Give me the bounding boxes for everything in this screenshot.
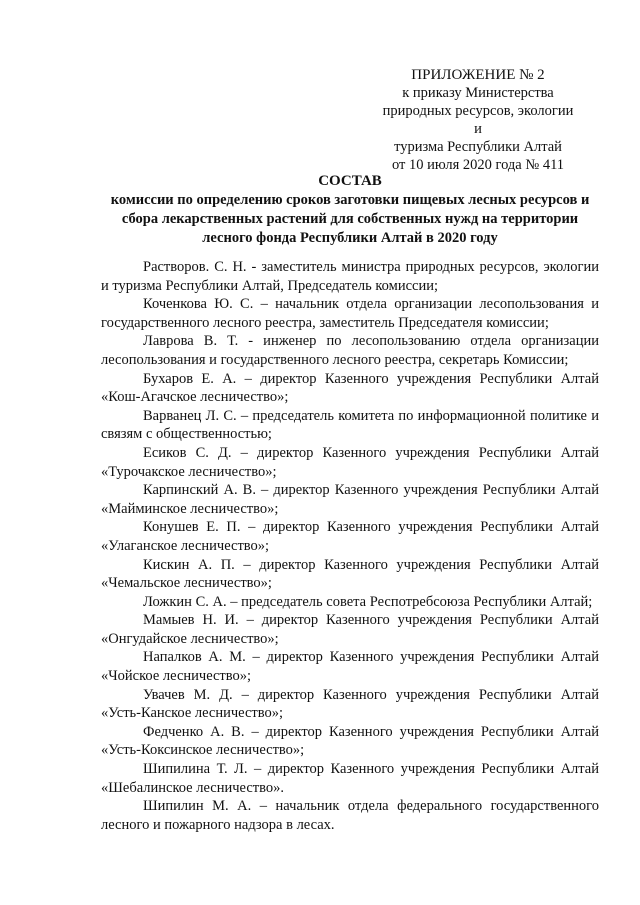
appendix-line: туризма Республики Алтай	[394, 139, 562, 155]
member-item: Конушев Е. П. – директор Казенного учреждения Республики Алтай «Улаганское лесничество»;	[101, 519, 599, 554]
subtitle-line: сбора лекарственных растений для собственных нужд на территории	[121, 211, 579, 227]
document-title: СОСТАВ	[318, 173, 382, 189]
member-list	[101, 258, 599, 834]
document-subtitle	[90, 191, 610, 248]
member-item: Карпинский А. В. – директор Казенного учреждения Республики Алтай «Майминское лесничество»;	[101, 482, 599, 517]
member-item: Есиков С. Д. – директор Казенного учреждения Республики Алтай «Турочакское лесничество»;	[101, 444, 599, 480]
member-item: Лаврова В. Т. - инженер по лесопользованию отдела организации лесопользования и государственного лесного реестра, секретарь Комиссии;	[101, 333, 599, 368]
member-item: Шипилина Т. Л. – директор Казенного учреждения Республики Алтай «Шебалинское лесничество».	[101, 761, 599, 796]
subtitle-line: лесного фонда Республики Алтай в 2020 году	[202, 230, 498, 246]
member-item: Шипилин М. А. – начальник отдела федерального государственного лесного и пожарного надзора в лесах.	[101, 798, 599, 833]
member-item: Кискин А. П. – директор Казенного учреждения Республики Алтай «Чемальское лесничество»;	[101, 556, 599, 592]
appendix-title: ПРИЛОЖЕНИЕ № 2	[411, 67, 545, 83]
appendix-line: к приказу Министерства	[402, 85, 554, 101]
member-item: Увачев М. Д. – директор Казенного учреждения Республики Алтай «Усть-Канское лесничество»;	[101, 686, 599, 722]
appendix-header	[378, 66, 578, 174]
appendix-line: от 10 июля 2020 года № 411	[391, 157, 565, 173]
member-item: Бухаров Е. А. – директор Казенного учреждения Республики Алтай «Кош-Агачское лесничество»;	[101, 370, 599, 406]
member-item: Растворов. С. Н. - заместитель министра природных ресурсов, экологии и туризма Республики Алтай, Председатель комиссии;	[101, 259, 599, 294]
member-item: Коченкова Ю. С. – начальник отдела организации лесопользования и государственного лесного реестра, заместитель Председателя комиссии;	[101, 296, 599, 331]
member-item: Напалков А. М. – директор Казенного учреждения Республики Алтай «Чойское лесничество»;	[101, 649, 599, 685]
member-item: Мамыев Н. И. – директор Казенного учреждения Республики Алтай «Онгудайское лесничество»;	[101, 612, 599, 647]
member-item: Варванец Л. С. – председатель комитета по информационной политике и связям с общественностью;	[101, 407, 599, 443]
subtitle-line: комиссии по определению сроков заготовки пищевых лесных ресурсов и	[110, 192, 590, 208]
member-item: Федченко А. В. – директор Казенного учреждения Республики Алтай «Усть-Коксинское лесничество»;	[101, 723, 599, 759]
appendix-line: природных ресурсов, экологии и	[382, 103, 574, 137]
member-item: Ложкин С. А. – председатель совета Респотребсоюза Республики Алтай;	[143, 593, 593, 610]
